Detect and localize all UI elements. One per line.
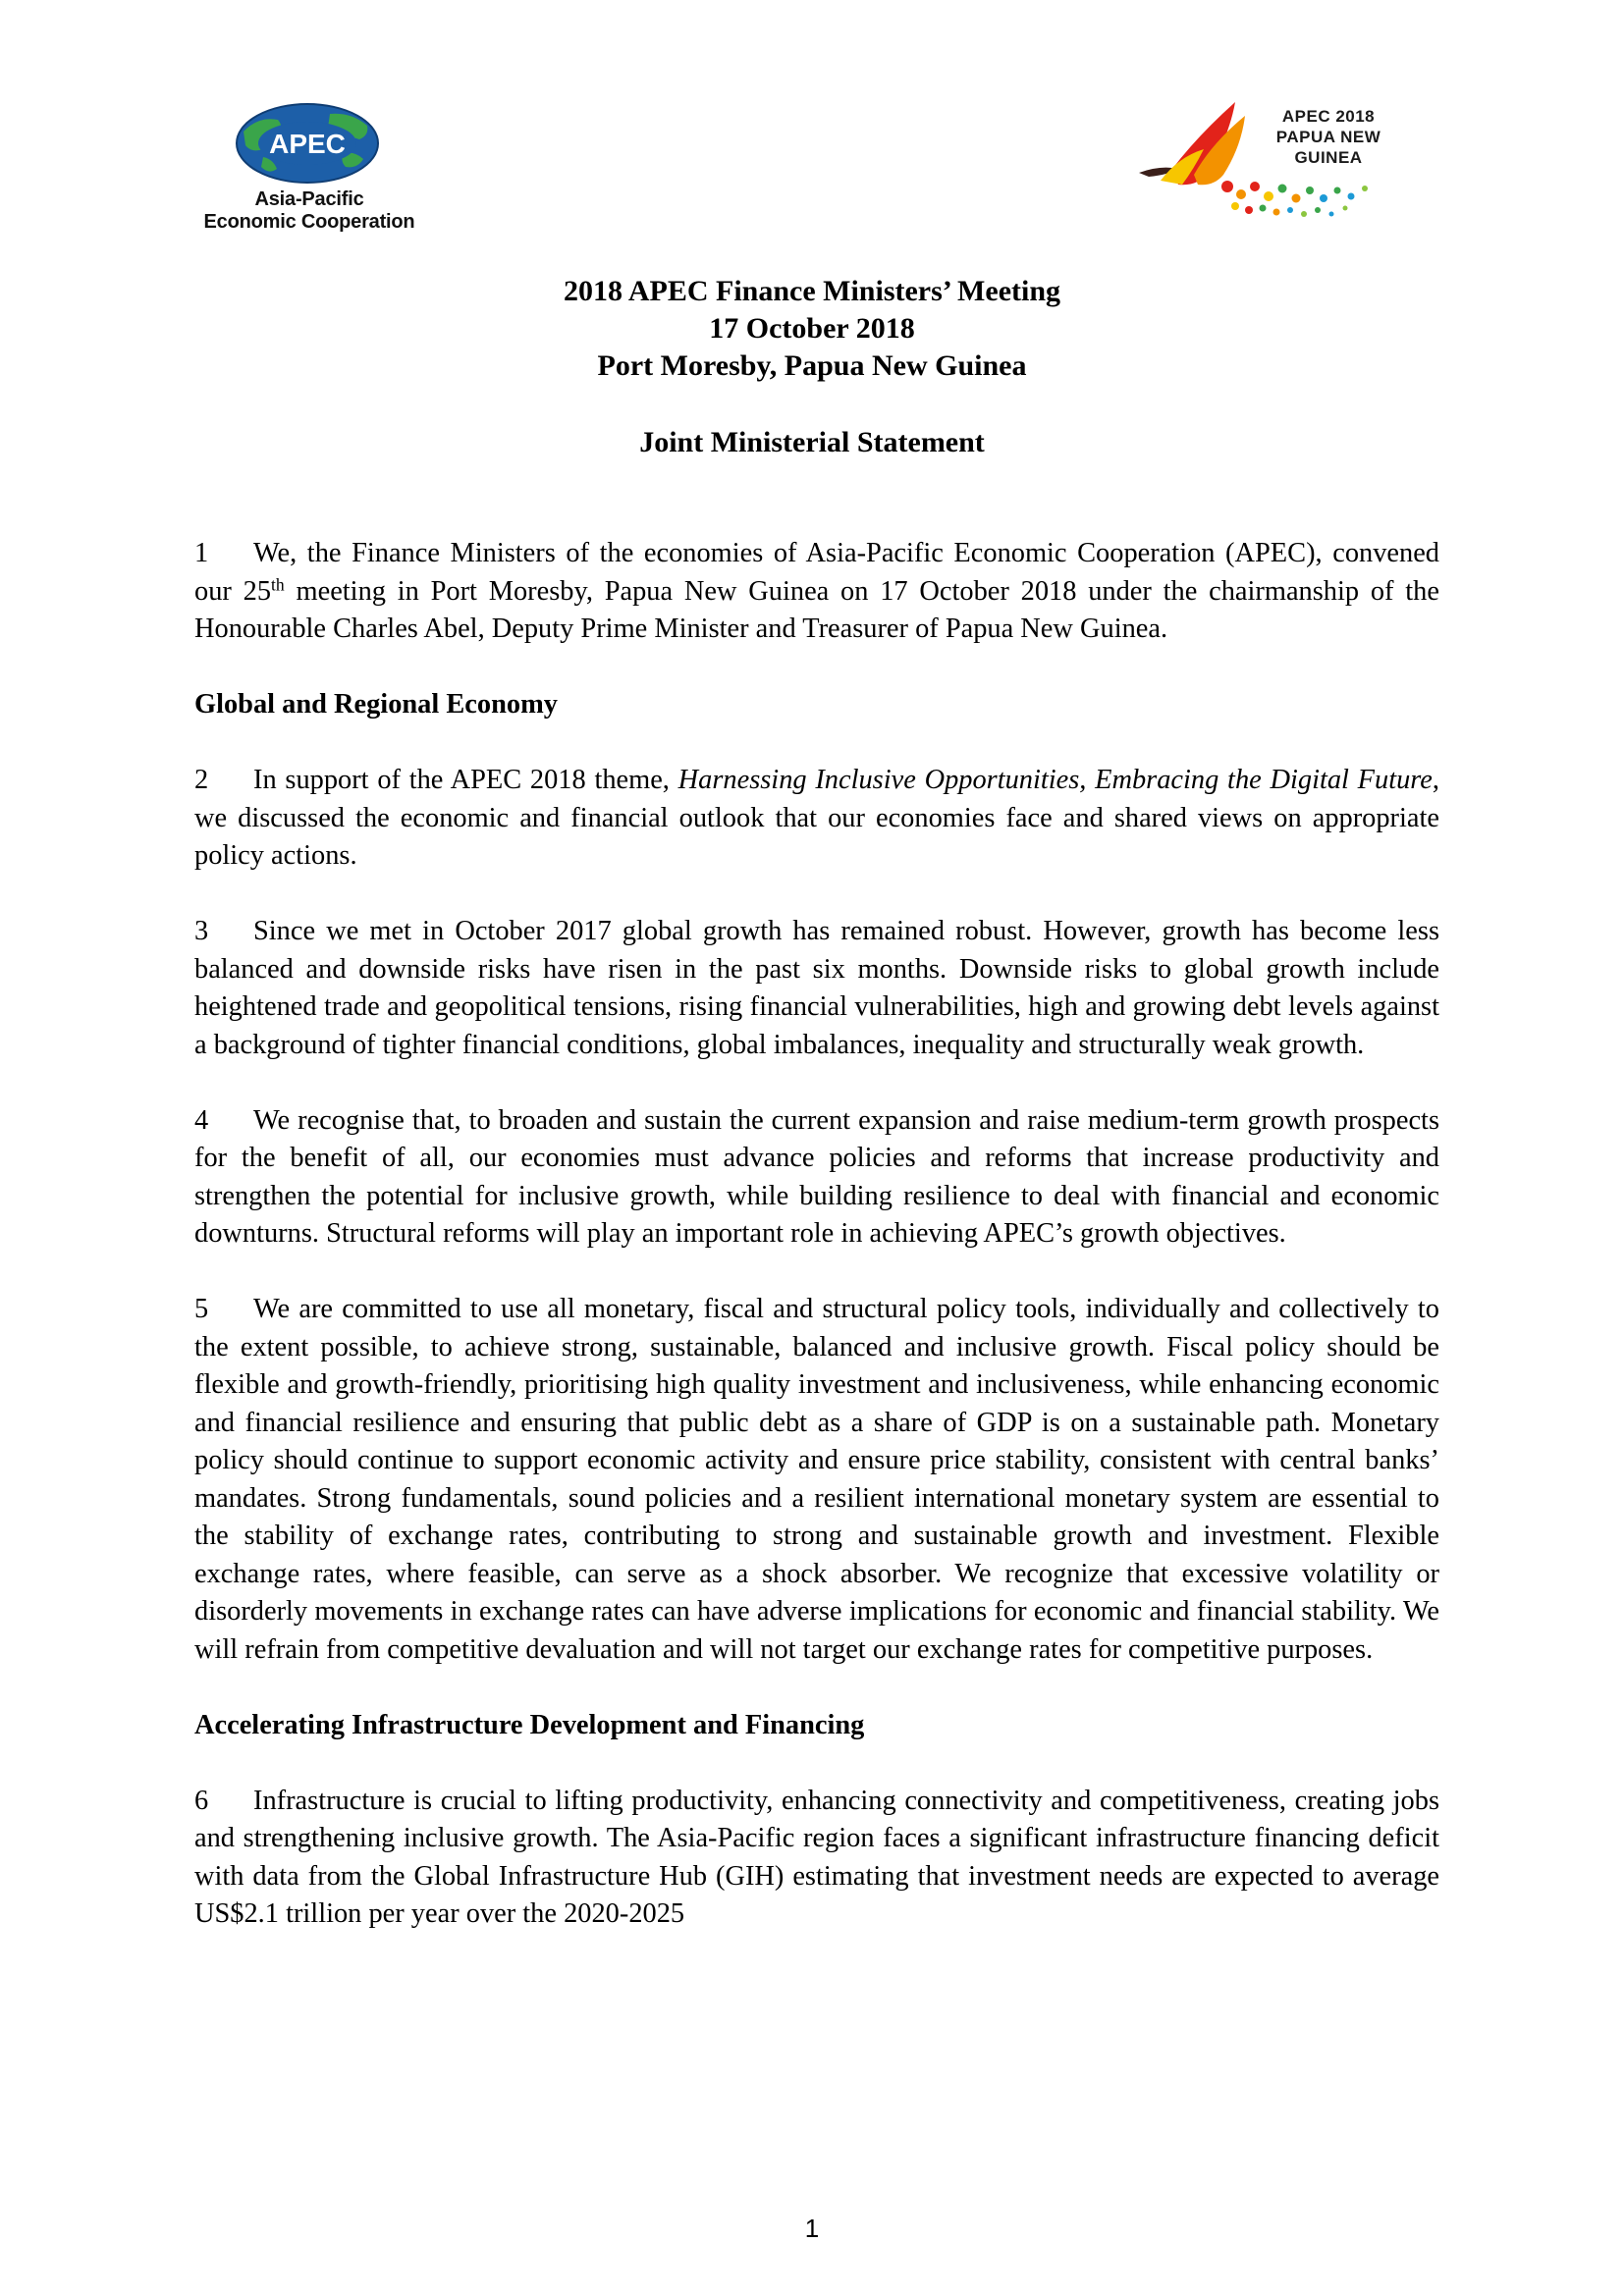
paragraph-1 (194, 535, 1439, 649)
paragraph-text: Since we met in October 2017 global growth has remained robust. However, growth has become less balanced and downside risks have risen in the past six months. Downside risks to global growth include heightened trade and geopolitical tensions, rising financial vulnerabilities, high and growing debt levels against a background of tighter financial conditions, global imbalances, inequality and structurally weak growth. (194, 916, 1439, 1060)
page-number: 1 (804, 2214, 820, 2243)
paragraph-text: In support of the APEC 2018 theme, (253, 765, 678, 795)
host-logo-line-1: APEC 2018 (1281, 107, 1376, 126)
host-logo-line-3: GUINEA (1294, 148, 1363, 167)
statement-title: Joint Ministerial Statement (639, 426, 985, 458)
paragraph-text: Infrastructure is crucial to lifting productivity, enhancing connectivity and competitiveness, creating jobs and strengthening inclusive growth. The Asia-Pacific region faces a significant infrastructure financing deficit with data from the Global Infrastructure Hub (GIH) estimating that investment needs are expected to average US$2.1 trillion per year over the 2020-2025 (194, 1785, 1439, 1929)
apec-org-line-1: Asia-Pacific (254, 188, 364, 210)
paragraph-5 (194, 1291, 1439, 1669)
apec-org-line-2: Economic Cooperation (203, 211, 415, 233)
paragraph-number: 1 (194, 538, 209, 568)
meeting-date: 17 October 2018 (709, 312, 915, 345)
ordinal-suffix: th (271, 573, 285, 594)
meeting-header (0, 273, 1624, 385)
paragraph-6 (194, 1783, 1439, 1934)
paragraph-text: meeting in Port Moresby, Papua New Guinea on 17 October 2018 under the chairmanship of the Honourable Charles Abel, Deputy Prime Minister and Treasurer of Papua New Guinea. (194, 575, 1439, 644)
paragraph-4 (194, 1102, 1439, 1254)
svg-text:APEC: APEC (269, 129, 346, 159)
meeting-title: 2018 APEC Finance Ministers’ Meeting (563, 275, 1061, 307)
paragraph-text: We recognise that, to broaden and sustain the current expansion and raise medium-term growth prospects for the benefit of all, our economies must advance policies and reforms that increase productivity and strengthen the potential for inclusive growth, while building resilience to deal with financial and economic downturns. Structural reforms will play an important role in achieving APEC’s growth objectives. (194, 1104, 1439, 1249)
host-logo-line-2: PAPUA NEW (1275, 128, 1381, 146)
paragraph-number: 5 (194, 1294, 209, 1324)
apec-2018-png-logo (1139, 96, 1394, 224)
paragraph-number: 4 (194, 1104, 209, 1136)
section-heading-infrastructure: Accelerating Infrastructure Development and Financing (194, 1709, 865, 1740)
paragraph-2 (194, 762, 1439, 876)
paragraph-text: , we discussed the economic and financial outlook that our economies face and shared views on appropriate policy actions. (194, 765, 1440, 871)
paragraph-3 (194, 913, 1439, 1064)
paragraph-number: 6 (194, 1785, 209, 1816)
paragraph-text: We, the Finance Ministers of the economies of Asia-Pacific Economic Cooperation (APEC), convened our 25 (194, 538, 1439, 607)
apec-globe-icon (234, 102, 381, 185)
meeting-location: Port Moresby, Papua New Guinea (597, 349, 1027, 382)
paragraph-number: 2 (194, 765, 209, 795)
paragraph-text: We are committed to use all monetary, fiscal and structural policy tools, individually and collectively to the extent possible, to achieve strong, sustainable, balanced and inclusive growth. Fiscal policy should be flexible and growth-friendly, prioritising high quality investment and inclusiveness, while enhancing economic and financial resilience and ensuring that public debt as a share of GDP is on a sustainable path. Monetary policy should continue to support economic activity and ensure price stability, consistent with central banks’ mandates. Strong fundamentals, sound policies and a resilient international monetary system are essential to the stability of exchange rates, contributing to strong and sustainable growth and investment. Flexible exchange rates, where feasible, can serve as a shock absorber. We recognize that excessive volatility or disorderly movements in exchange rates can have adverse implications for economic and financial stability. We will refrain from competitive devaluation and will not target our exchange rates for competitive purposes. (194, 1294, 1439, 1665)
section-heading-global-economy: Global and Regional Economy (194, 689, 558, 720)
apec-theme: Harnessing Inclusive Opportunities, Embracing the Digital Future (677, 765, 1433, 795)
paragraph-number: 3 (194, 916, 209, 946)
document-body (194, 535, 1439, 1971)
apec-logo (196, 102, 422, 235)
